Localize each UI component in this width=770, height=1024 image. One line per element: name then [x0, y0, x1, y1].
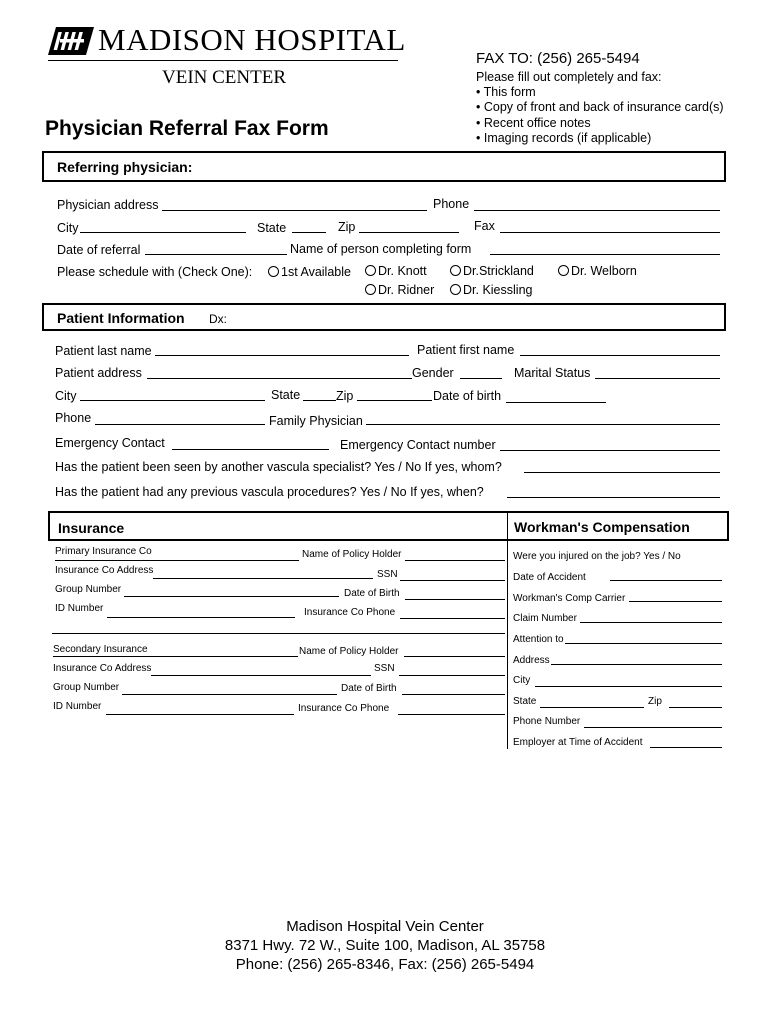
- patient-zip-field[interactable]: [357, 400, 432, 401]
- secondary-ssn-label: SSN: [374, 663, 395, 674]
- secondary-phone-label: Insurance Co Phone: [298, 703, 390, 714]
- ssn-field[interactable]: [400, 580, 505, 581]
- seen-specialist-question: Has the patient been seen by another vascula specialist? Yes / No If yes, whom?: [55, 460, 502, 474]
- workman-address-field[interactable]: [551, 664, 722, 665]
- attention-label: Attention to: [513, 634, 564, 645]
- claim-number-label: Claim Number: [513, 613, 577, 624]
- date-accident-field[interactable]: [610, 580, 722, 581]
- group-number-field[interactable]: [124, 596, 339, 597]
- name-completing-field[interactable]: [490, 254, 720, 255]
- ssn-label: SSN: [377, 569, 398, 580]
- insurance-divider: [52, 633, 505, 634]
- gender-field[interactable]: [460, 378, 502, 379]
- gender-label: Gender: [412, 366, 454, 380]
- zip-label: Zip: [338, 220, 356, 234]
- schedule-with-label: Please schedule with (Check One):: [57, 265, 253, 279]
- policy-holder-field[interactable]: [405, 560, 505, 561]
- date-of-referral-field[interactable]: [145, 254, 287, 255]
- carrier-label: Workman's Comp Carrier: [513, 593, 626, 604]
- physician-address-field[interactable]: [162, 210, 427, 211]
- radio-dr-welborn[interactable]: Dr. Welborn: [558, 264, 637, 278]
- city-field[interactable]: [80, 232, 246, 233]
- footer-address: 8371 Hwy. 72 W., Suite 100, Madison, AL 35758: [224, 937, 546, 954]
- group-number-label: Group Number: [55, 584, 122, 595]
- column-divider: [507, 511, 509, 749]
- phone-field[interactable]: [474, 210, 720, 211]
- physician-address-label: Physician address: [57, 198, 159, 212]
- workman-address-label: Address: [513, 655, 550, 666]
- previous-procedures-field[interactable]: [507, 497, 720, 498]
- previous-procedures-question: Has the patient had any previous vascula procedures? Yes / No If yes, when?: [55, 485, 484, 499]
- secondary-insurance-label: Secondary Insurance: [53, 644, 148, 655]
- patient-dob-label: Date of birth: [433, 389, 502, 403]
- workman-phone-field[interactable]: [584, 727, 722, 728]
- fax-to: FAX TO: (256) 265-5494: [476, 50, 640, 67]
- name-completing-label: Name of person completing form: [290, 242, 472, 256]
- primary-insurance-field[interactable]: [55, 560, 299, 561]
- logo-subtitle: VEIN CENTER: [162, 67, 287, 88]
- family-physician-label: Family Physician: [269, 414, 363, 428]
- workman-city-field[interactable]: [535, 686, 722, 687]
- radio-dr-ridner[interactable]: Dr. Ridner: [365, 283, 434, 297]
- workman-state-label: State: [513, 696, 537, 707]
- form-title: Physician Referral Fax Form: [45, 117, 329, 140]
- radio-dr-strickland[interactable]: Dr.Strickland: [450, 264, 534, 278]
- claim-number-field[interactable]: [580, 622, 722, 623]
- radio-1st-available[interactable]: 1st Available: [268, 265, 351, 279]
- phone-label: Phone: [433, 197, 470, 211]
- dx-label: Dx:: [209, 312, 227, 326]
- workman-heading: Workman's Compensation: [514, 519, 690, 535]
- seen-specialist-field[interactable]: [524, 472, 720, 473]
- workman-city-label: City: [513, 675, 531, 686]
- patient-state-label: State: [271, 388, 301, 402]
- insurance-address-label: Insurance Co Address: [55, 565, 154, 576]
- secondary-policy-holder-label: Name of Policy Holder: [299, 646, 399, 657]
- radio-circle-icon: [450, 284, 461, 295]
- fax-label: Fax: [474, 219, 495, 233]
- patient-first-name-field[interactable]: [520, 355, 720, 356]
- secondary-phone-field[interactable]: [398, 714, 505, 715]
- radio-circle-icon: [365, 284, 376, 295]
- patient-address-field[interactable]: [147, 378, 412, 379]
- patient-dob-field[interactable]: [506, 402, 606, 403]
- instruction-item: • Imaging records (if applicable): [476, 131, 652, 145]
- secondary-address-field[interactable]: [151, 675, 371, 676]
- workman-zip-field[interactable]: [669, 707, 722, 708]
- zip-field[interactable]: [359, 232, 459, 233]
- radio-circle-icon: [558, 265, 569, 276]
- radio-dr-kiessling[interactable]: Dr. Kiessling: [450, 283, 532, 297]
- employer-label: Employer at Time of Accident: [513, 737, 643, 748]
- injured-question: Were you injured on the job? Yes / No: [513, 551, 681, 562]
- insurance-dob-label: Date of Birth: [344, 588, 400, 599]
- family-physician-field[interactable]: [366, 424, 720, 425]
- marital-status-label: Marital Status: [514, 366, 591, 380]
- emergency-number-field[interactable]: [500, 450, 720, 451]
- hospital-logo-icon: [48, 26, 94, 56]
- insurance-phone-label: Insurance Co Phone: [304, 607, 396, 618]
- secondary-group-label: Group Number: [53, 682, 120, 693]
- instruction-item: • Copy of front and back of insurance card(s): [476, 100, 724, 114]
- carrier-field[interactable]: [629, 601, 722, 602]
- radio-circle-icon: [365, 265, 376, 276]
- patient-zip-label: Zip: [336, 389, 354, 403]
- patient-state-field[interactable]: [303, 400, 336, 401]
- id-number-field[interactable]: [107, 617, 295, 618]
- attention-field[interactable]: [565, 643, 722, 644]
- secondary-dob-field[interactable]: [402, 694, 505, 695]
- insurance-address-field[interactable]: [153, 578, 373, 579]
- patient-heading: Patient Information: [57, 310, 185, 326]
- emergency-contact-label: Emergency Contact: [55, 436, 165, 450]
- secondary-policy-holder-field[interactable]: [404, 656, 505, 657]
- logo-text: MADISON HOSPITAL: [98, 22, 406, 57]
- instruction-item: • Recent office notes: [476, 116, 591, 130]
- date-of-referral-label: Date of referral: [57, 243, 141, 257]
- policy-holder-label: Name of Policy Holder: [302, 549, 402, 560]
- footer-contact: Phone: (256) 265-8346, Fax: (256) 265-5494: [235, 956, 535, 973]
- instruction-item: • This form: [476, 85, 536, 99]
- city-label: City: [57, 221, 79, 235]
- patient-last-name-label: Patient last name: [55, 344, 152, 358]
- patient-last-name-field[interactable]: [155, 355, 409, 356]
- secondary-id-field[interactable]: [106, 714, 294, 715]
- secondary-ssn-field[interactable]: [399, 675, 505, 676]
- workman-state-field[interactable]: [540, 707, 644, 708]
- patient-address-label: Patient address: [55, 366, 142, 380]
- secondary-insurance-field[interactable]: [53, 656, 298, 657]
- state-field[interactable]: [292, 232, 326, 233]
- patient-phone-field[interactable]: [95, 424, 265, 425]
- state-label: State: [257, 221, 287, 235]
- workman-phone-label: Phone Number: [513, 716, 581, 727]
- patient-city-label: City: [55, 389, 77, 403]
- secondary-group-field[interactable]: [122, 694, 337, 695]
- secondary-address-label: Insurance Co Address: [53, 663, 152, 674]
- patient-phone-label: Phone: [55, 411, 92, 425]
- insurance-dob-field[interactable]: [405, 599, 505, 600]
- patient-first-name-label: Patient first name: [417, 343, 515, 357]
- radio-circle-icon: [450, 265, 461, 276]
- instructions-intro: Please fill out completely and fax:: [476, 70, 662, 84]
- workman-zip-label: Zip: [648, 696, 662, 707]
- secondary-dob-label: Date of Birth: [341, 683, 397, 694]
- radio-dr-knott[interactable]: Dr. Knott: [365, 264, 427, 278]
- radio-circle-icon: [268, 266, 279, 277]
- referring-heading: Referring physician:: [57, 159, 193, 175]
- emergency-number-label: Emergency Contact number: [340, 438, 496, 452]
- footer-name: Madison Hospital Vein Center: [286, 918, 484, 935]
- secondary-id-label: ID Number: [53, 701, 102, 712]
- patient-city-field[interactable]: [80, 400, 265, 401]
- fax-field[interactable]: [500, 232, 720, 233]
- date-accident-label: Date of Accident: [513, 572, 586, 583]
- primary-insurance-label: Primary Insurance Co: [55, 546, 152, 557]
- id-number-label: ID Number: [55, 603, 104, 614]
- insurance-heading: Insurance: [58, 520, 125, 536]
- marital-status-field[interactable]: [595, 378, 720, 379]
- insurance-phone-field[interactable]: [400, 618, 505, 619]
- emergency-contact-field[interactable]: [172, 449, 329, 450]
- employer-field[interactable]: [650, 747, 722, 748]
